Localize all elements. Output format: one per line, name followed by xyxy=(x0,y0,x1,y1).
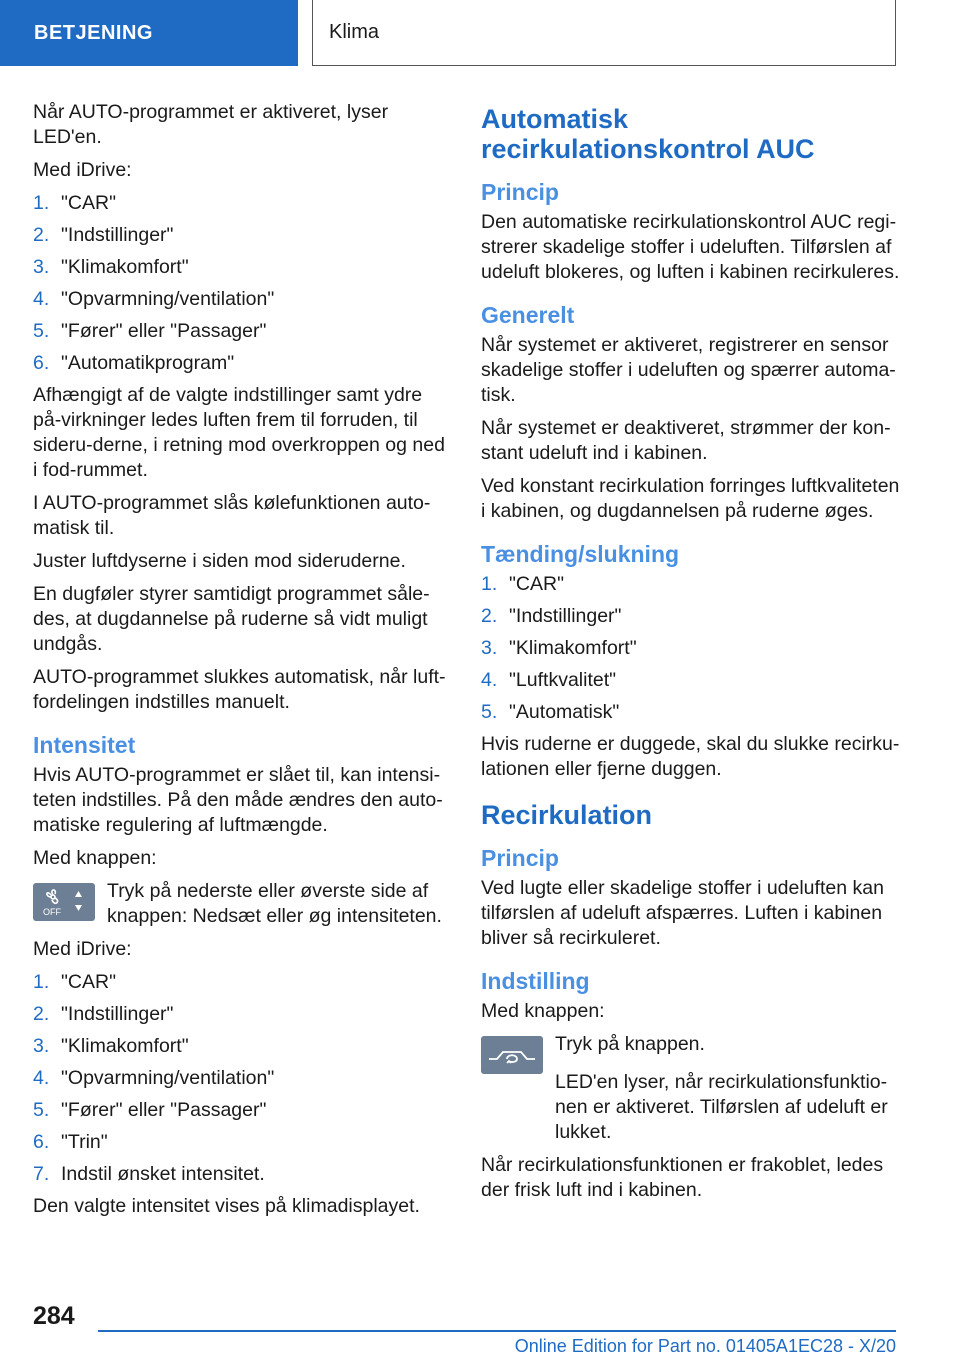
header-chapter-label: Klima xyxy=(312,0,896,66)
icon-description: Tryk på nederste eller øverste side af knappen: Nedsæt eller øg intensiteten. xyxy=(107,880,442,927)
list-item: 6. "Automatikprogram" xyxy=(33,352,235,374)
paragraph: LED'en lyser, når recirkulationsfunktio-nen er aktiveret. Tilførslen af udeluft er lukket. xyxy=(555,1071,888,1143)
list-item: 6. "Trin" xyxy=(33,1131,108,1153)
list-item: 1. "CAR" xyxy=(33,971,117,993)
list-item: 2. "Indstillinger" xyxy=(33,224,174,246)
fan-intensity-button-icon xyxy=(33,883,95,921)
paragraph: Når systemet er deaktiveret, strømmer der kon-stant udeluft ind i kabinen. xyxy=(481,417,891,464)
paragraph: Når recirkulationsfunktionen er frakoblet, ledes der frisk luft ind i kabinen. xyxy=(481,1154,884,1201)
paragraph: Ved lugte eller skadelige stoffer i udeluften kan tilførslen af udeluft afspærres. Luften i kabinen bliver så recirkuleret. xyxy=(481,877,884,949)
paragraph: En dugføler styrer samtidigt programmet såle-des, at dugdannelse på ruderne så vidt muligt undgås. xyxy=(33,583,430,655)
paragraph: Den automatiske recirkulationskontrol AUC regi-strerer skadelige stoffer i udeluften. Tilførslen af udeluft blokeres, og luften i kabinen recirkuleres. xyxy=(481,211,900,283)
paragraph: I AUTO-programmet slås kølefunktionen auto-matisk til. xyxy=(33,492,431,539)
heading-recirkulation: Recirkulation xyxy=(481,800,653,830)
heading-princip: Princip xyxy=(481,179,559,205)
heading-generelt: Generelt xyxy=(481,302,575,328)
list-item: 2. "Indstillinger" xyxy=(33,1003,174,1025)
paragraph: Når systemet er aktiveret, registrerer en sensor skadelige stoffer i udeluften og spærrer automa-tisk. xyxy=(481,334,896,406)
list-item: 3. "Klimakomfort" xyxy=(33,1035,189,1057)
footer-divider xyxy=(98,1330,896,1332)
paragraph: Med iDrive: xyxy=(33,159,132,181)
list-item: 1. "CAR" xyxy=(33,192,117,214)
header-section-label: BETJENING xyxy=(0,0,298,66)
paragraph: Med knappen: xyxy=(481,1000,605,1022)
paragraph: Hvis ruderne er duggede, skal du slukke recirku-lationen eller fjerne duggen. xyxy=(481,733,900,780)
edition-label: Online Edition for Part no. 01405A1EC28 - X/20 xyxy=(514,1336,896,1356)
paragraph: Hvis AUTO-programmet er slået til, kan intensi-teten indstilles. På den måde ændres den auto-matiske regulering af luftmængde. xyxy=(33,764,443,836)
paragraph: Afhængigt af de valgte indstillinger samt ydre på-virkninger ledes luften frem til forruden, til sideru-derne, i retning mod overkroppen og ned i fod-rummet. xyxy=(33,384,445,481)
recirculation-button-note xyxy=(481,1032,901,1074)
left-column xyxy=(33,100,453,1227)
list-item: 4. "Opvarmning/ventilation" xyxy=(33,288,275,310)
list-item: 5. "Automatisk" xyxy=(481,701,620,723)
heading-intensitet: Intensitet xyxy=(33,732,136,758)
recirculation-button-icon xyxy=(481,1036,543,1074)
heading-auc: Automatisk recirkulationskontrol AUC xyxy=(481,104,815,164)
steps-list-1 xyxy=(33,191,453,376)
list-item: 3. "Klimakomfort" xyxy=(481,637,637,659)
list-item: 7. Indstil ønsket intensitet. xyxy=(33,1163,265,1185)
steps-list-2 xyxy=(33,970,453,1187)
steps-list-3 xyxy=(481,572,901,725)
list-item: 5. "Fører" eller "Passager" xyxy=(33,1099,267,1121)
icon-description: Tryk på knappen. xyxy=(555,1033,705,1055)
paragraph: Med knappen: xyxy=(33,847,157,869)
right-column xyxy=(481,104,901,1211)
heading-princip: Princip xyxy=(481,845,559,871)
list-item: 3. "Klimakomfort" xyxy=(33,256,189,278)
heading-indstilling: Indstilling xyxy=(481,968,590,994)
heading-taending-slukning: Tænding/slukning xyxy=(481,541,680,567)
fan-off-label: OFF xyxy=(43,907,61,917)
list-item: 4. "Luftkvalitet" xyxy=(481,669,617,691)
paragraph: Når AUTO-programmet er aktiveret, lyser LED'en. xyxy=(33,101,389,148)
paragraph: Med iDrive: xyxy=(33,938,132,960)
paragraph: Ved konstant recirkulation forringes luftkvaliteten i kabinen, og dugdannelsen på ruderne øges. xyxy=(481,475,900,522)
paragraph: AUTO-programmet slukkes automatisk, når luft-fordelingen indstilles manuelt. xyxy=(33,666,446,713)
paragraph: Juster luftdyserne i siden mod sideruderne. xyxy=(33,550,406,572)
list-item: 1. "CAR" xyxy=(481,573,565,595)
list-item: 4. "Opvarmning/ventilation" xyxy=(33,1067,275,1089)
list-item: 2. "Indstillinger" xyxy=(481,605,622,627)
paragraph: Den valgte intensitet vises på klimadisplayet. xyxy=(33,1195,420,1217)
list-item: 5. "Fører" eller "Passager" xyxy=(33,320,267,342)
fan-button-note xyxy=(33,879,453,929)
page-number: 284 xyxy=(33,1302,75,1330)
